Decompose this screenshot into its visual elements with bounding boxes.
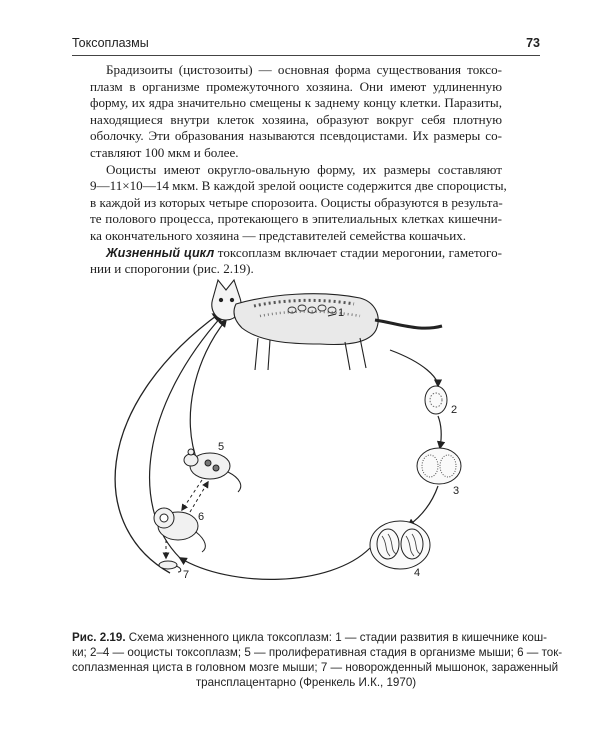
- figure-label-2: 2: [451, 404, 458, 416]
- caption-line: трансплацентарно (Френкель И.К., 1970): [195, 676, 417, 689]
- cat-illustration: [212, 280, 442, 370]
- caption-ref: Рис. 2.19.: [72, 631, 126, 644]
- figure-label-5: 5: [218, 441, 225, 453]
- caption-line: соплазменная циста в головном мозге мыши; 7 — новорожденный мышонок, зараженный: [72, 661, 559, 674]
- text-line: Ооцисты имеют округло-овальную форму, их размеры составляют: [106, 161, 502, 177]
- arrow-3-to-4: [408, 486, 438, 526]
- dashed-arrow-6-to-5: [190, 482, 208, 512]
- figure-label-1: 1: [338, 307, 345, 319]
- text-line: оболочку. Эти образования называются псевдоцистами. Их размеры со-: [90, 128, 502, 144]
- text-line: Брадизоиты (цистозоиты) — основная форма существования токсо-: [106, 62, 502, 77]
- text-line: находящиеся внутри клеток хозяина, образуют вокруг себя плотную: [90, 111, 502, 127]
- newborn-mouse-7: [159, 561, 181, 572]
- running-head: [72, 36, 540, 54]
- text-fragment: токсоплазм включает стадии мерогонии, гаметого-: [214, 244, 502, 260]
- right-arc-arrow: [390, 350, 438, 386]
- caption-line: [72, 630, 547, 645]
- figure-label-3: 3: [453, 485, 460, 497]
- oocyst-3: [417, 448, 461, 484]
- dashed-arrow-5-to-6: [182, 480, 202, 510]
- paragraph-bradyzoites: [90, 62, 502, 162]
- term-life-cycle: Жизненный цикл: [106, 245, 215, 260]
- text-line: 9—11×10—14 мкм. В каждой зрелой ооцисте содержится две спороцисты,: [90, 178, 507, 194]
- oocyst-4: [370, 521, 430, 569]
- life-cycle-diagram: [70, 258, 540, 618]
- text-line: те полового процесса, протекающего в эпителиальных клетках кишечни-: [90, 211, 502, 227]
- figure-label-4: 4: [414, 567, 421, 579]
- text-line: ставляют 100 мкм и более.: [90, 144, 239, 160]
- figure-life-cycle: [70, 258, 540, 618]
- figure-label-7: 7: [183, 569, 190, 581]
- body-text: [90, 62, 507, 278]
- paragraph-oocysts: [90, 161, 507, 245]
- arrow-2-to-3: [438, 416, 441, 448]
- bottom-arc-arrow: [180, 548, 370, 579]
- text-line: форму, их ядра значительно смещены к заднему концу клетки. Паразиты,: [90, 95, 502, 111]
- text-line: в каждой из которых четыре спорозоита. Ооцисты образуются в результа-: [90, 194, 503, 210]
- oocyst-2: [425, 386, 447, 414]
- mouse-5: [184, 449, 241, 492]
- running-head-title: Токсоплазмы: [72, 36, 149, 50]
- page-number: 73: [526, 36, 540, 50]
- caption-line: ки; 2–4 — ооцисты токсоплазм; 5 — пролиферативная стадия в организме мыши; 6 — ток-: [72, 646, 563, 659]
- figure-label-6: 6: [198, 511, 205, 523]
- figure-caption: [72, 630, 563, 690]
- header-rule: [72, 55, 540, 56]
- caption-text: Схема жизненного цикла токсоплазм: 1 — стадии развития в кишечнике кош-: [125, 631, 547, 644]
- text-line: ка окончательного хозяина — представителей семейства кошачьих.: [90, 227, 467, 243]
- text-line: плазм в организме промежуточного хозяина. Они имеют удлиненную: [90, 78, 502, 94]
- text-line: нии и спорогонии (рис. 2.19).: [90, 261, 254, 277]
